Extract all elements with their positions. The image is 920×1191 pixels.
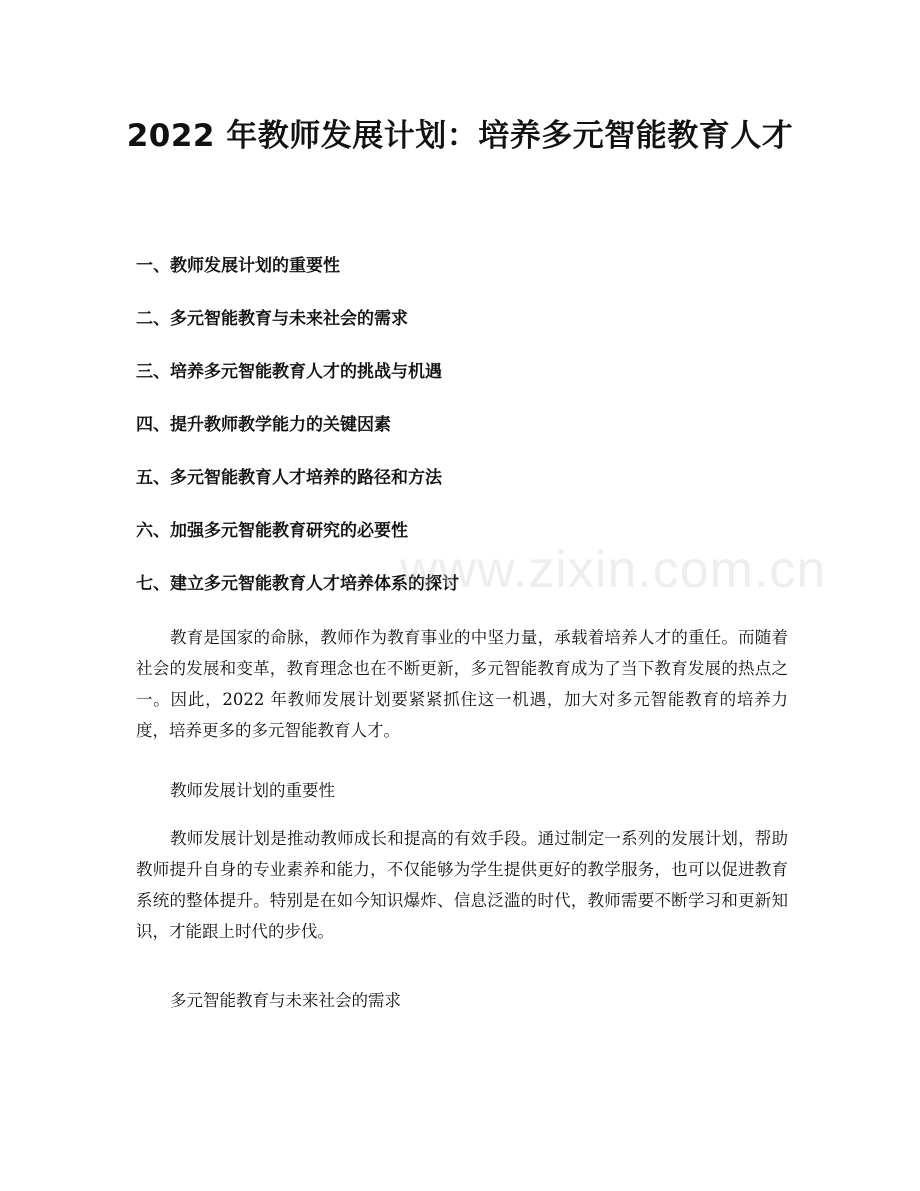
body-paragraph: 教师发展计划是推动教师成长和提高的有效手段。通过制定一系列的发展计划，帮助教师提升自身的专业素养和能力，不仅能够为学生提供更好的教学服务，也可以促进教育系统的整体提升。特别是在如今知识爆炸、信息泛滥的时代，教师需要不断学习和更新知识，才能跟上时代的步伐。 bbox=[136, 829, 788, 941]
body-paragraph: 教育是国家的命脉，教师作为教育事业的中坚力量，承载着培养人才的重任。而随着社会的发展和变革，教育理念也在不断更新，多元智能教育成为了当下教育发展的热点之一。因此，2022 年教师发展计划要紧紧抓住这一机遇，加大对多元智能教育的培养力度，培养更多的多元智能教育人才。 bbox=[136, 628, 788, 740]
toc-item: 七、建立多元智能教育人才培养体系的探讨 bbox=[136, 574, 459, 594]
toc-item: 五、多元智能教育人才培养的路径和方法 bbox=[136, 468, 442, 488]
section-heading: 多元智能教育与未来社会的需求 bbox=[170, 991, 401, 1010]
document-title: 2022 年教师发展计划：培养多元智能教育人才 bbox=[126, 118, 794, 154]
section-heading: 教师发展计划的重要性 bbox=[170, 781, 335, 800]
toc-item: 四、提升教师教学能力的关键因素 bbox=[136, 415, 391, 435]
toc-item: 三、培养多元智能教育人才的挑战与机遇 bbox=[136, 362, 442, 382]
watermark: www.zixin.com.cn bbox=[400, 541, 827, 599]
table-of-contents bbox=[136, 250, 786, 621]
toc-item: 二、多元智能教育与未来社会的需求 bbox=[136, 309, 408, 329]
toc-item: 一、教师发展计划的重要性 bbox=[136, 256, 340, 276]
toc-item: 六、加强多元智能教育研究的必要性 bbox=[136, 521, 408, 541]
